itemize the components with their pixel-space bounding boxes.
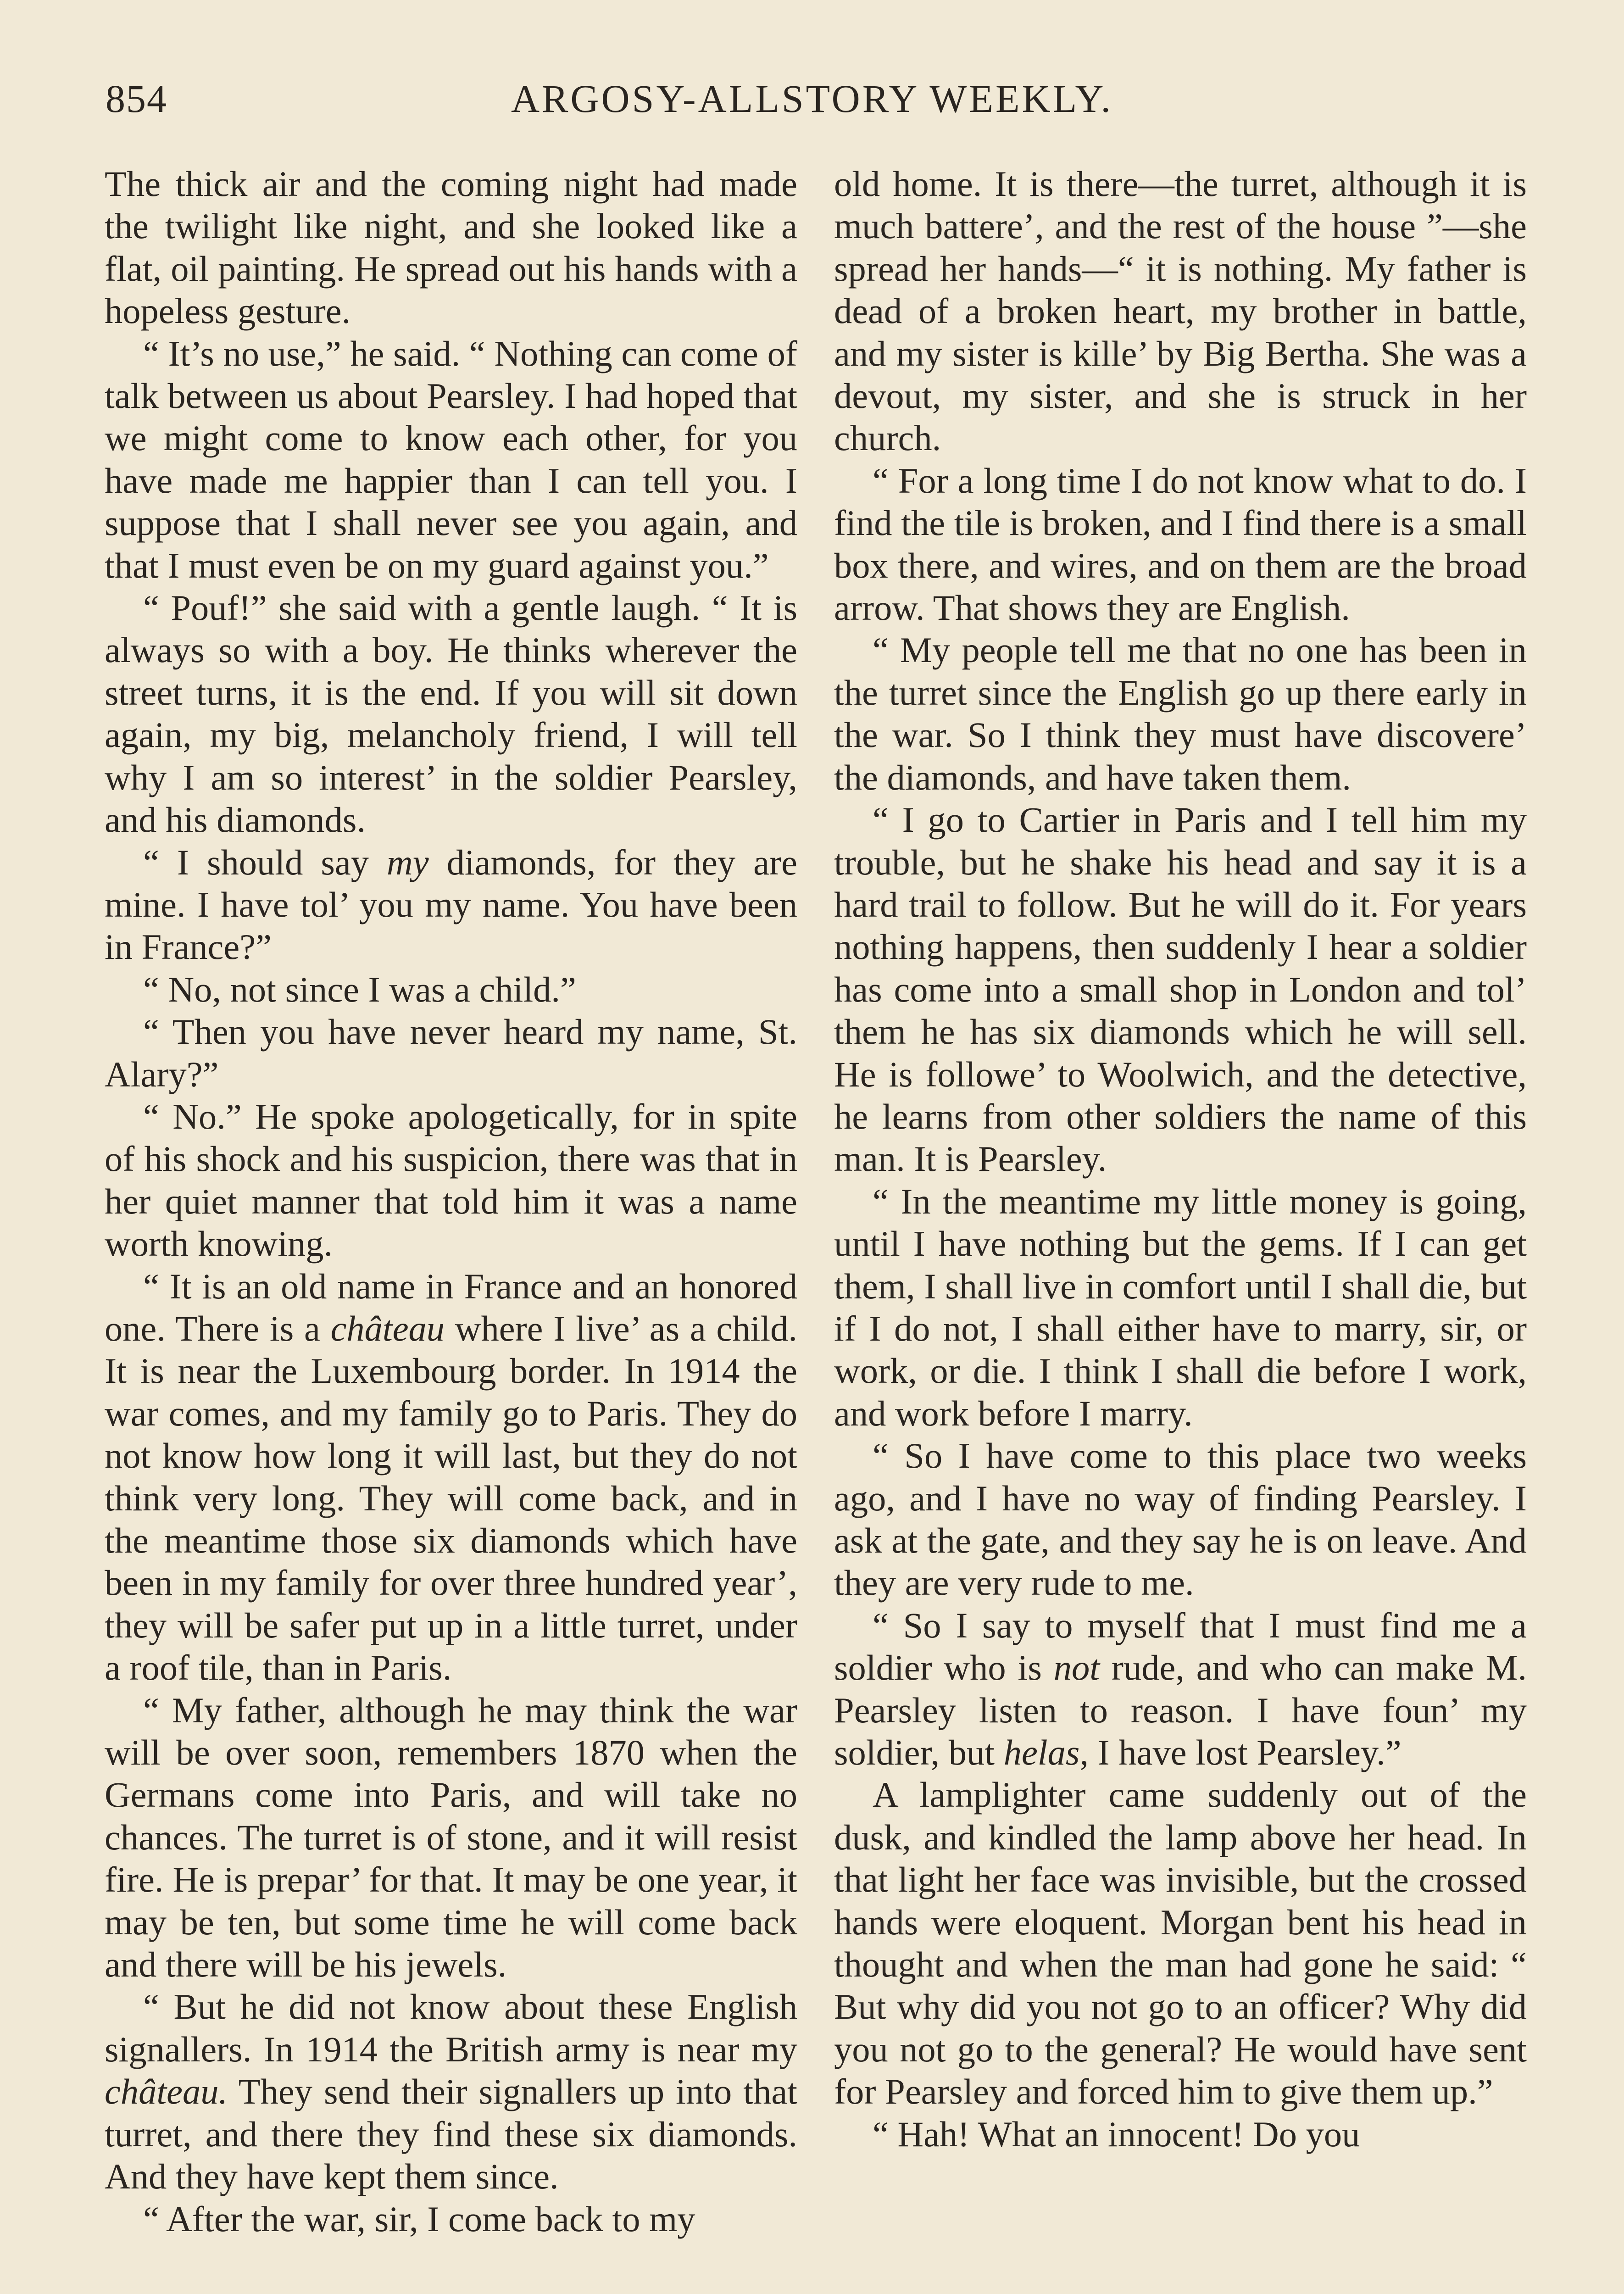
text-run: A lamplighter came suddenly out of the dusk, and kindled the lamp above her head. In that light her face was invisible, but the crossed hands were eloquent. Morgan bent his head in thought and when the man had gone he said: “ But why did you not go to an officer? Why did you not go to the general? He would have sent for Pearsley and forced him to give them up.” — [834, 1775, 1527, 2112]
text-run: “ No.” He spoke apologetically, for in spite of his shock and his suspicion, there was that in her quiet manner that told him it was a name worth knowing. — [105, 1096, 797, 1264]
text-run: “ So I say to myself that I must find me a soldier who is — [834, 1605, 1527, 1688]
text-run: “ But he did not know about these English signallers. In 1914 the British army is near my — [105, 1987, 797, 2069]
running-head: ARGOSY-ALLSTORY WEEKLY. — [511, 77, 1113, 121]
paragraph — [834, 1435, 1527, 1604]
paragraph — [834, 1604, 1527, 1774]
text-run: “ Then you have never heard my name, St. Alary?” — [105, 1012, 797, 1094]
text-run: “ My father, although he may think the war will be over soon, remembers 1870 when the Germans come into Paris, and will take no chances. The turret is of stone, and it will resist fire. He is prepar’ for that. It may be one year, it may be ten, but some time he will come back and there will be his jewels. — [105, 1690, 797, 1985]
text-run: “ I should say — [143, 842, 387, 882]
text-run: I have lost Pearsley.” — [1089, 1732, 1402, 1773]
text-run: where I live’ as a child. It is near the Luxembourg border. In 1914 the war comes, and my family go to Paris. They do not know how long it will last, but they do not think very long. They will come back, and in the meantime those six diamonds which have been in my family for over three hundred year’, they will be safer put up in a little turret, under a roof tile, than in Paris. — [105, 1308, 797, 1688]
paragraph — [834, 1774, 1527, 2113]
text-run: “ Hah! What an innocent! Do you — [873, 2114, 1360, 2154]
paragraph — [105, 163, 797, 333]
paragraph — [105, 587, 797, 841]
paragraph — [834, 163, 1527, 460]
paragraph — [834, 629, 1527, 799]
paragraph — [834, 460, 1527, 629]
paragraph — [834, 799, 1527, 1180]
paragraph — [105, 1986, 797, 2198]
text-run: “ For a long time I do not know what to do. I find the tile is broken, and I find there is a small box there, and wires, and on them are the broad arrow. That shows they are English. — [834, 460, 1527, 628]
italic-text: helas, — [1003, 1732, 1089, 1773]
left-column — [105, 163, 797, 2240]
paragraph — [105, 969, 797, 1011]
text-run: “ So I have come to this place two weeks ago, and I have no way of finding Pearsley. I ask at the gate, and they say he is on leave. And they are very rude to me. — [834, 1436, 1527, 1603]
text-run: “ My people tell me that no one has been in the turret since the English go up there early in the war. So I think they must have discovere’ the diamonds, and have taken them. — [834, 630, 1527, 797]
text-run: “ I go to Cartier in Paris and I tell him my trouble, but he shake his head and say it is a hard trail to follow. But he will do it. For years nothing happens, then suddenly I hear a soldier has come into a small shop in London and tol’ them he has six diamonds which he will sell. He is followe’ to Woolwich, and the detective, he learns from other soldiers the name of this man. It is Pearsley. — [834, 800, 1527, 1179]
paragraph — [105, 1096, 797, 1265]
italic-text: château. — [105, 2071, 228, 2112]
text-run: “ In the meantime my little money is going, until I have nothing but the gems. If I can get them, I shall live in comfort until I shall die, but if I do not, I shall either have to marry, sir, or work, or die. I think I shall die before I work, and work before I marry. — [834, 1181, 1527, 1433]
paragraph — [105, 841, 797, 969]
text-run: diamonds, for they are mine. I have tol’ you my name. You have been in France?” — [105, 842, 797, 967]
right-column — [834, 163, 1527, 2155]
paragraph — [105, 1689, 797, 1986]
text-run: rude, and who can make M. Pearsley listen to reason. I have foun’ my soldier, but — [834, 1648, 1527, 1773]
text-run: “ After the war, sir, I come back to my — [143, 2199, 695, 2239]
italic-text: not — [1053, 1648, 1100, 1688]
text-run: They send their signallers up into that turret, and there they find these six diamonds. And they have kept them since. — [105, 2071, 797, 2197]
paragraph — [834, 1180, 1527, 1435]
italic-text: château — [330, 1308, 445, 1348]
text-run: “ It is an old name in France and an honored one. There is a — [105, 1266, 797, 1348]
text-run: “ Pouf!” she said with a gentle laugh. “ It is always so with a boy. He thinks wherever the street turns, it is the end. If you will sit down again, my big, melancholy friend, I will tell why I am so interest’ in the soldier Pearsley, and his diamonds. — [105, 588, 797, 840]
italic-text: my — [387, 842, 429, 882]
page-number: 854 — [106, 77, 167, 121]
paragraph — [105, 2198, 797, 2240]
paragraph — [105, 333, 797, 587]
paragraph — [105, 1011, 797, 1096]
text-run: The thick air and the coming night had made the twilight like night, and she looked like a flat, oil painting. He spread out his hands with a hopeless gesture. — [105, 164, 797, 331]
paragraph — [834, 2113, 1527, 2155]
text-run: “ No, not since I was a child.” — [143, 969, 576, 1009]
paragraph — [105, 1265, 797, 1689]
text-run: old home. It is there—the turret, although it is much battere’, and the rest of the house ”—she spread her hands—“ it is nothing. My father is dead of a broken heart, my brother in battle, and my sister is kille’ by Big Bertha. She was a devout, my sister, and she is struck in her church. — [834, 164, 1527, 458]
text-run: “ It’s no use,” he said. “ Nothing can come of talk between us about Pearsley. I had hoped that we might come to know each other, for you have made me happier than I can tell you. I suppose that I shall never see you again, and that I must even be on my guard against you.” — [105, 333, 797, 585]
